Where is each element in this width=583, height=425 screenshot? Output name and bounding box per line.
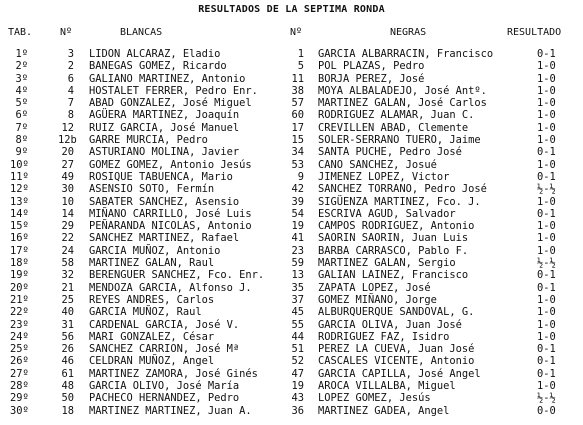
black-player-number: 43 <box>291 392 304 405</box>
game-result: 1-0 <box>537 97 556 110</box>
white-player-number: 24 <box>61 244 74 257</box>
table-number: 10º <box>10 158 29 171</box>
game-result: 1-0 <box>537 121 556 134</box>
table-row <box>0 196 583 208</box>
white-player-number: 48 <box>61 380 74 393</box>
black-player-name: SOLER-SERRANO TUERO, Jaime <box>318 134 481 147</box>
white-player-name: MARI GONZALEZ, César <box>89 330 215 343</box>
white-player-number: 31 <box>61 318 74 331</box>
black-player-number: 51 <box>291 343 304 356</box>
black-player-number: 37 <box>291 293 304 306</box>
table-number: 19º <box>10 269 29 282</box>
black-player-number: 36 <box>291 404 304 417</box>
table-number: 9º <box>15 146 28 159</box>
white-player-name: HOSTALET FERRER, Pedro Enr. <box>89 84 258 97</box>
black-player-number: 52 <box>291 355 304 368</box>
white-player-number: 49 <box>61 170 74 183</box>
black-player-number: 44 <box>291 330 304 343</box>
white-player-number: 12b <box>58 134 77 147</box>
white-player-name: GARCIA OLIVO, José María <box>89 380 240 393</box>
white-player-number: 20 <box>61 146 74 159</box>
header-negras: NEGRAS <box>390 27 427 38</box>
table-number: 14º <box>10 207 29 220</box>
table-number: 18º <box>10 257 29 270</box>
game-result: 0-1 <box>537 343 556 356</box>
table-row <box>0 282 583 294</box>
game-result: 0-1 <box>537 355 556 368</box>
game-result: 0-1 <box>537 207 556 220</box>
game-result: 0-0 <box>537 404 556 417</box>
table-row <box>0 380 583 392</box>
white-player-name: MENDOZA GARCIA, Alfonso J. <box>89 281 252 294</box>
header-tab: TAB. <box>8 27 33 38</box>
table-number: 20º <box>10 281 29 294</box>
black-player-number: 9 <box>297 170 304 183</box>
white-player-number: 50 <box>61 392 74 405</box>
game-result: 1-0 <box>537 232 556 245</box>
white-player-name: GARCIA MUÑOZ, Raul <box>89 306 202 319</box>
black-player-number: 19 <box>291 220 304 233</box>
game-result: 1-0 <box>537 306 556 319</box>
table-row <box>0 134 583 146</box>
white-player-number: 7 <box>67 97 74 110</box>
table-number: 23º <box>10 318 29 331</box>
white-player-number: 25 <box>61 293 74 306</box>
black-player-name: LOPEZ GOMEZ, Jesús <box>318 392 431 405</box>
black-player-number: 59 <box>291 257 304 270</box>
header-number-white: Nº <box>60 27 73 38</box>
black-player-name: GARCIA CAPILLA, José Angel <box>318 367 481 380</box>
black-player-name: MOYA ALBALADEJO, José Antº. <box>318 84 487 97</box>
table-number: 27º <box>10 367 29 380</box>
game-result: 1-0 <box>537 244 556 257</box>
black-player-number: 60 <box>291 109 304 122</box>
table-number: 21º <box>10 293 29 306</box>
table-row <box>0 405 583 417</box>
table-row <box>0 306 583 318</box>
table-row <box>0 368 583 380</box>
table-row <box>0 183 583 195</box>
white-player-name: MARTINEZ MARTINEZ, Juan A. <box>89 404 252 417</box>
black-player-name: SAORIN SAORIN, Juan Luis <box>318 232 469 245</box>
table-row <box>0 73 583 85</box>
table-row <box>0 294 583 306</box>
table-row <box>0 85 583 97</box>
game-result: 1-0 <box>537 318 556 331</box>
table-row <box>0 159 583 171</box>
black-player-number: 57 <box>291 97 304 110</box>
black-player-name: GARCIA ALBARRACIN, Francisco <box>318 48 494 60</box>
black-player-name: CANO SANCHEZ, Josué <box>318 158 437 171</box>
black-player-number: 19 <box>291 380 304 393</box>
black-player-number: 42 <box>291 183 304 196</box>
game-result: 0-1 <box>537 269 556 282</box>
white-player-name: REYES ANDRES, Carlos <box>89 293 215 306</box>
black-player-number: 38 <box>291 84 304 97</box>
game-result: 1-0 <box>537 380 556 393</box>
white-player-name: GARRE MURCIA, Pedro <box>89 134 208 147</box>
black-player-number: 41 <box>291 232 304 245</box>
white-player-name: BERENGUER SANCHEZ, Fco. Enr. <box>89 269 265 282</box>
black-player-name: MARTINEZ GALAN, Sergio <box>318 257 456 270</box>
black-player-name: SIGÜENZA MARTINEZ, Fco. J. <box>318 195 481 208</box>
black-player-name: GALIAN LAINEZ, Francisco <box>318 269 469 282</box>
white-player-name: SANCHEZ MARTINEZ, Rafael <box>89 232 240 245</box>
table-number: 8º <box>15 134 28 147</box>
white-player-number: 12 <box>61 121 74 134</box>
table-number: 30º <box>10 404 29 417</box>
game-result: ½-½ <box>537 257 556 270</box>
table-number: 17º <box>10 244 29 257</box>
black-player-name: CASCALES VICENTE, Antonio <box>318 355 475 368</box>
white-player-name: BANEGAS GOMEZ, Ricardo <box>89 60 227 73</box>
white-player-name: GOMEZ GOMEZ, Antonio Jesús <box>89 158 252 171</box>
table-number: 7º <box>15 121 28 134</box>
white-player-name: ASENSIO SOTO, Fermín <box>89 183 215 196</box>
white-player-number: 22 <box>61 232 74 245</box>
table-row <box>0 257 583 269</box>
table-row <box>0 171 583 183</box>
white-player-name: ASTURIANO MOLINA, Javier <box>89 146 240 159</box>
table-number: 26º <box>10 355 29 368</box>
table-number: 3º <box>15 72 28 85</box>
black-player-name: POL PLAZAS, Pedro <box>318 60 425 73</box>
white-player-name: AGÜERA MARTINEZ, Joaquín <box>89 109 240 122</box>
table-row <box>0 232 583 244</box>
black-player-name: AROCA VILLALBA, Miguel <box>318 380 456 393</box>
white-player-name: GALIANO MARTINEZ, Antonio <box>89 72 246 85</box>
black-player-number: 15 <box>291 134 304 147</box>
white-player-name: CELDRAN MUÑOZ, Angel <box>89 355 215 368</box>
game-result: ½-½ <box>537 183 556 196</box>
black-player-name: RODRIGUEZ FAZ, Isidro <box>318 330 450 343</box>
white-player-number: 18 <box>61 404 74 417</box>
white-player-number: 4 <box>67 84 74 97</box>
white-player-number: 40 <box>61 306 74 319</box>
white-player-name: MARTINEZ GALAN, Raul <box>89 257 215 270</box>
table-number: 25º <box>10 343 29 356</box>
results-table <box>0 48 583 417</box>
game-result: 0-1 <box>537 48 556 60</box>
game-result: 1-0 <box>537 60 556 73</box>
game-result: 1-0 <box>537 220 556 233</box>
table-number: 28º <box>10 380 29 393</box>
white-player-number: 21 <box>61 281 74 294</box>
black-player-number: 13 <box>291 269 304 282</box>
black-player-number: 1 <box>297 48 304 60</box>
table-number: 15º <box>10 220 29 233</box>
black-player-name: BORJA PEREZ, José <box>318 72 425 85</box>
white-player-number: 6 <box>67 72 74 85</box>
black-player-name: RODRIGUEZ ALAMAR, Juan C. <box>318 109 475 122</box>
table-row <box>0 208 583 220</box>
game-result: 0-1 <box>537 146 556 159</box>
white-player-number: 26 <box>61 343 74 356</box>
white-player-name: MIÑANO CARRILLO, José Luis <box>89 207 252 220</box>
table-row <box>0 122 583 134</box>
black-player-number: 53 <box>291 158 304 171</box>
table-number: 2º <box>15 60 28 73</box>
white-player-number: 56 <box>61 330 74 343</box>
black-player-name: PEREZ LA CUEVA, Juan José <box>318 343 475 356</box>
white-player-name: CARDENAL GARCIA, José V. <box>89 318 240 331</box>
game-result: 1-0 <box>537 84 556 97</box>
white-player-number: 32 <box>61 269 74 282</box>
header-resultado: RESULTADO <box>507 27 562 38</box>
white-player-name: MARTINEZ ZAMORA, José Ginés <box>89 367 258 380</box>
game-result: 0-1 <box>537 367 556 380</box>
table-row <box>0 392 583 404</box>
table-number: 6º <box>15 109 28 122</box>
table-row <box>0 146 583 158</box>
table-row <box>0 269 583 281</box>
black-player-name: GOMEZ MIÑANO, Jorge <box>318 293 437 306</box>
table-number: 22º <box>10 306 29 319</box>
white-player-name: ROSIQUE TABUENCA, Mario <box>89 170 233 183</box>
table-row <box>0 97 583 109</box>
white-player-name: SABATER SANCHEZ, Asensio <box>89 195 240 208</box>
black-player-name: JIMENEZ LOPEZ, Victor <box>318 170 450 183</box>
black-player-name: CREVILLEN ABAD, Clemente <box>318 121 469 134</box>
black-player-name: ZAPATA LOPEZ, José <box>318 281 431 294</box>
page-title: RESULTADOS DE LA SEPTIMA RONDA <box>198 4 385 15</box>
white-player-name: LIDON ALCARAZ, Eladio <box>89 48 221 60</box>
black-player-name: MARTINEZ GALAN, José Carlos <box>318 97 487 110</box>
white-player-number: 30 <box>61 183 74 196</box>
white-player-number: 10 <box>61 195 74 208</box>
black-player-number: 55 <box>291 318 304 331</box>
table-row <box>0 331 583 343</box>
game-result: 1-0 <box>537 72 556 85</box>
white-player-number: 8 <box>67 109 74 122</box>
table-number: 1º <box>15 48 28 60</box>
black-player-number: 11 <box>291 72 304 85</box>
table-number: 12º <box>10 183 29 196</box>
black-player-name: BARBA CARRASCO, Pablo F. <box>318 244 469 257</box>
black-player-name: CAMPOS RODRIGUEZ, Antonio <box>318 220 475 233</box>
table-row <box>0 60 583 72</box>
white-player-number: 58 <box>61 257 74 270</box>
header-blancas: BLANCAS <box>120 27 163 38</box>
black-player-number: 17 <box>291 121 304 134</box>
table-row <box>0 343 583 355</box>
white-player-number: 61 <box>61 367 74 380</box>
black-player-name: ALBURQUERQUE SANDOVAL, G. <box>318 306 475 319</box>
table-number: 5º <box>15 97 28 110</box>
white-player-number: 29 <box>61 220 74 233</box>
black-player-number: 39 <box>291 195 304 208</box>
table-number: 4º <box>15 84 28 97</box>
white-player-number: 46 <box>61 355 74 368</box>
white-player-number: 3 <box>67 48 74 60</box>
table-row <box>0 245 583 257</box>
black-player-number: 54 <box>291 207 304 220</box>
table-row <box>0 109 583 121</box>
header-number-black: Nº <box>290 27 303 38</box>
table-number: 16º <box>10 232 29 245</box>
table-row <box>0 355 583 367</box>
white-player-name: RUIZ GARCIA, José Manuel <box>89 121 240 134</box>
table-number: 29º <box>10 392 29 405</box>
table-number: 24º <box>10 330 29 343</box>
white-player-name: ABAD GONZALEZ, José Miguel <box>89 97 252 110</box>
game-result: 1-0 <box>537 330 556 343</box>
table-row <box>0 319 583 331</box>
black-player-name: GARCIA OLIVA, Juan José <box>318 318 462 331</box>
game-result: 0-1 <box>537 281 556 294</box>
white-player-name: PACHECO HERNANDEZ, Pedro <box>89 392 240 405</box>
black-player-name: SANTA PUCHE, Pedro José <box>318 146 462 159</box>
table-number: 11º <box>10 170 29 183</box>
black-player-number: 47 <box>291 367 304 380</box>
black-player-name: MARTINEZ GADEA, Angel <box>318 404 450 417</box>
white-player-number: 2 <box>67 60 74 73</box>
game-result: 1-0 <box>537 195 556 208</box>
black-player-number: 35 <box>291 281 304 294</box>
white-player-number: 27 <box>61 158 74 171</box>
game-result: 1-0 <box>537 109 556 122</box>
game-result: 1-0 <box>537 293 556 306</box>
white-player-name: PEÑARANDA NICOLAS, Antonio <box>89 220 252 233</box>
table-row <box>0 48 583 60</box>
black-player-number: 5 <box>297 60 304 73</box>
table-row <box>0 220 583 232</box>
game-result: ½-½ <box>537 392 556 405</box>
black-player-number: 34 <box>291 146 304 159</box>
game-result: 1-0 <box>537 134 556 147</box>
white-player-name: SANCHEZ CARRION, José Mª <box>89 343 240 356</box>
black-player-name: ESCRIVA AGUD, Salvador <box>318 207 456 220</box>
white-player-name: GARCIA MUÑOZ, Antonio <box>89 244 221 257</box>
table-number: 13º <box>10 195 29 208</box>
black-player-number: 45 <box>291 306 304 319</box>
game-result: 1-0 <box>537 158 556 171</box>
white-player-number: 14 <box>61 207 74 220</box>
black-player-name: SANCHEZ TORRANO, Pedro José <box>318 183 487 196</box>
game-result: 0-1 <box>537 170 556 183</box>
black-player-number: 23 <box>291 244 304 257</box>
